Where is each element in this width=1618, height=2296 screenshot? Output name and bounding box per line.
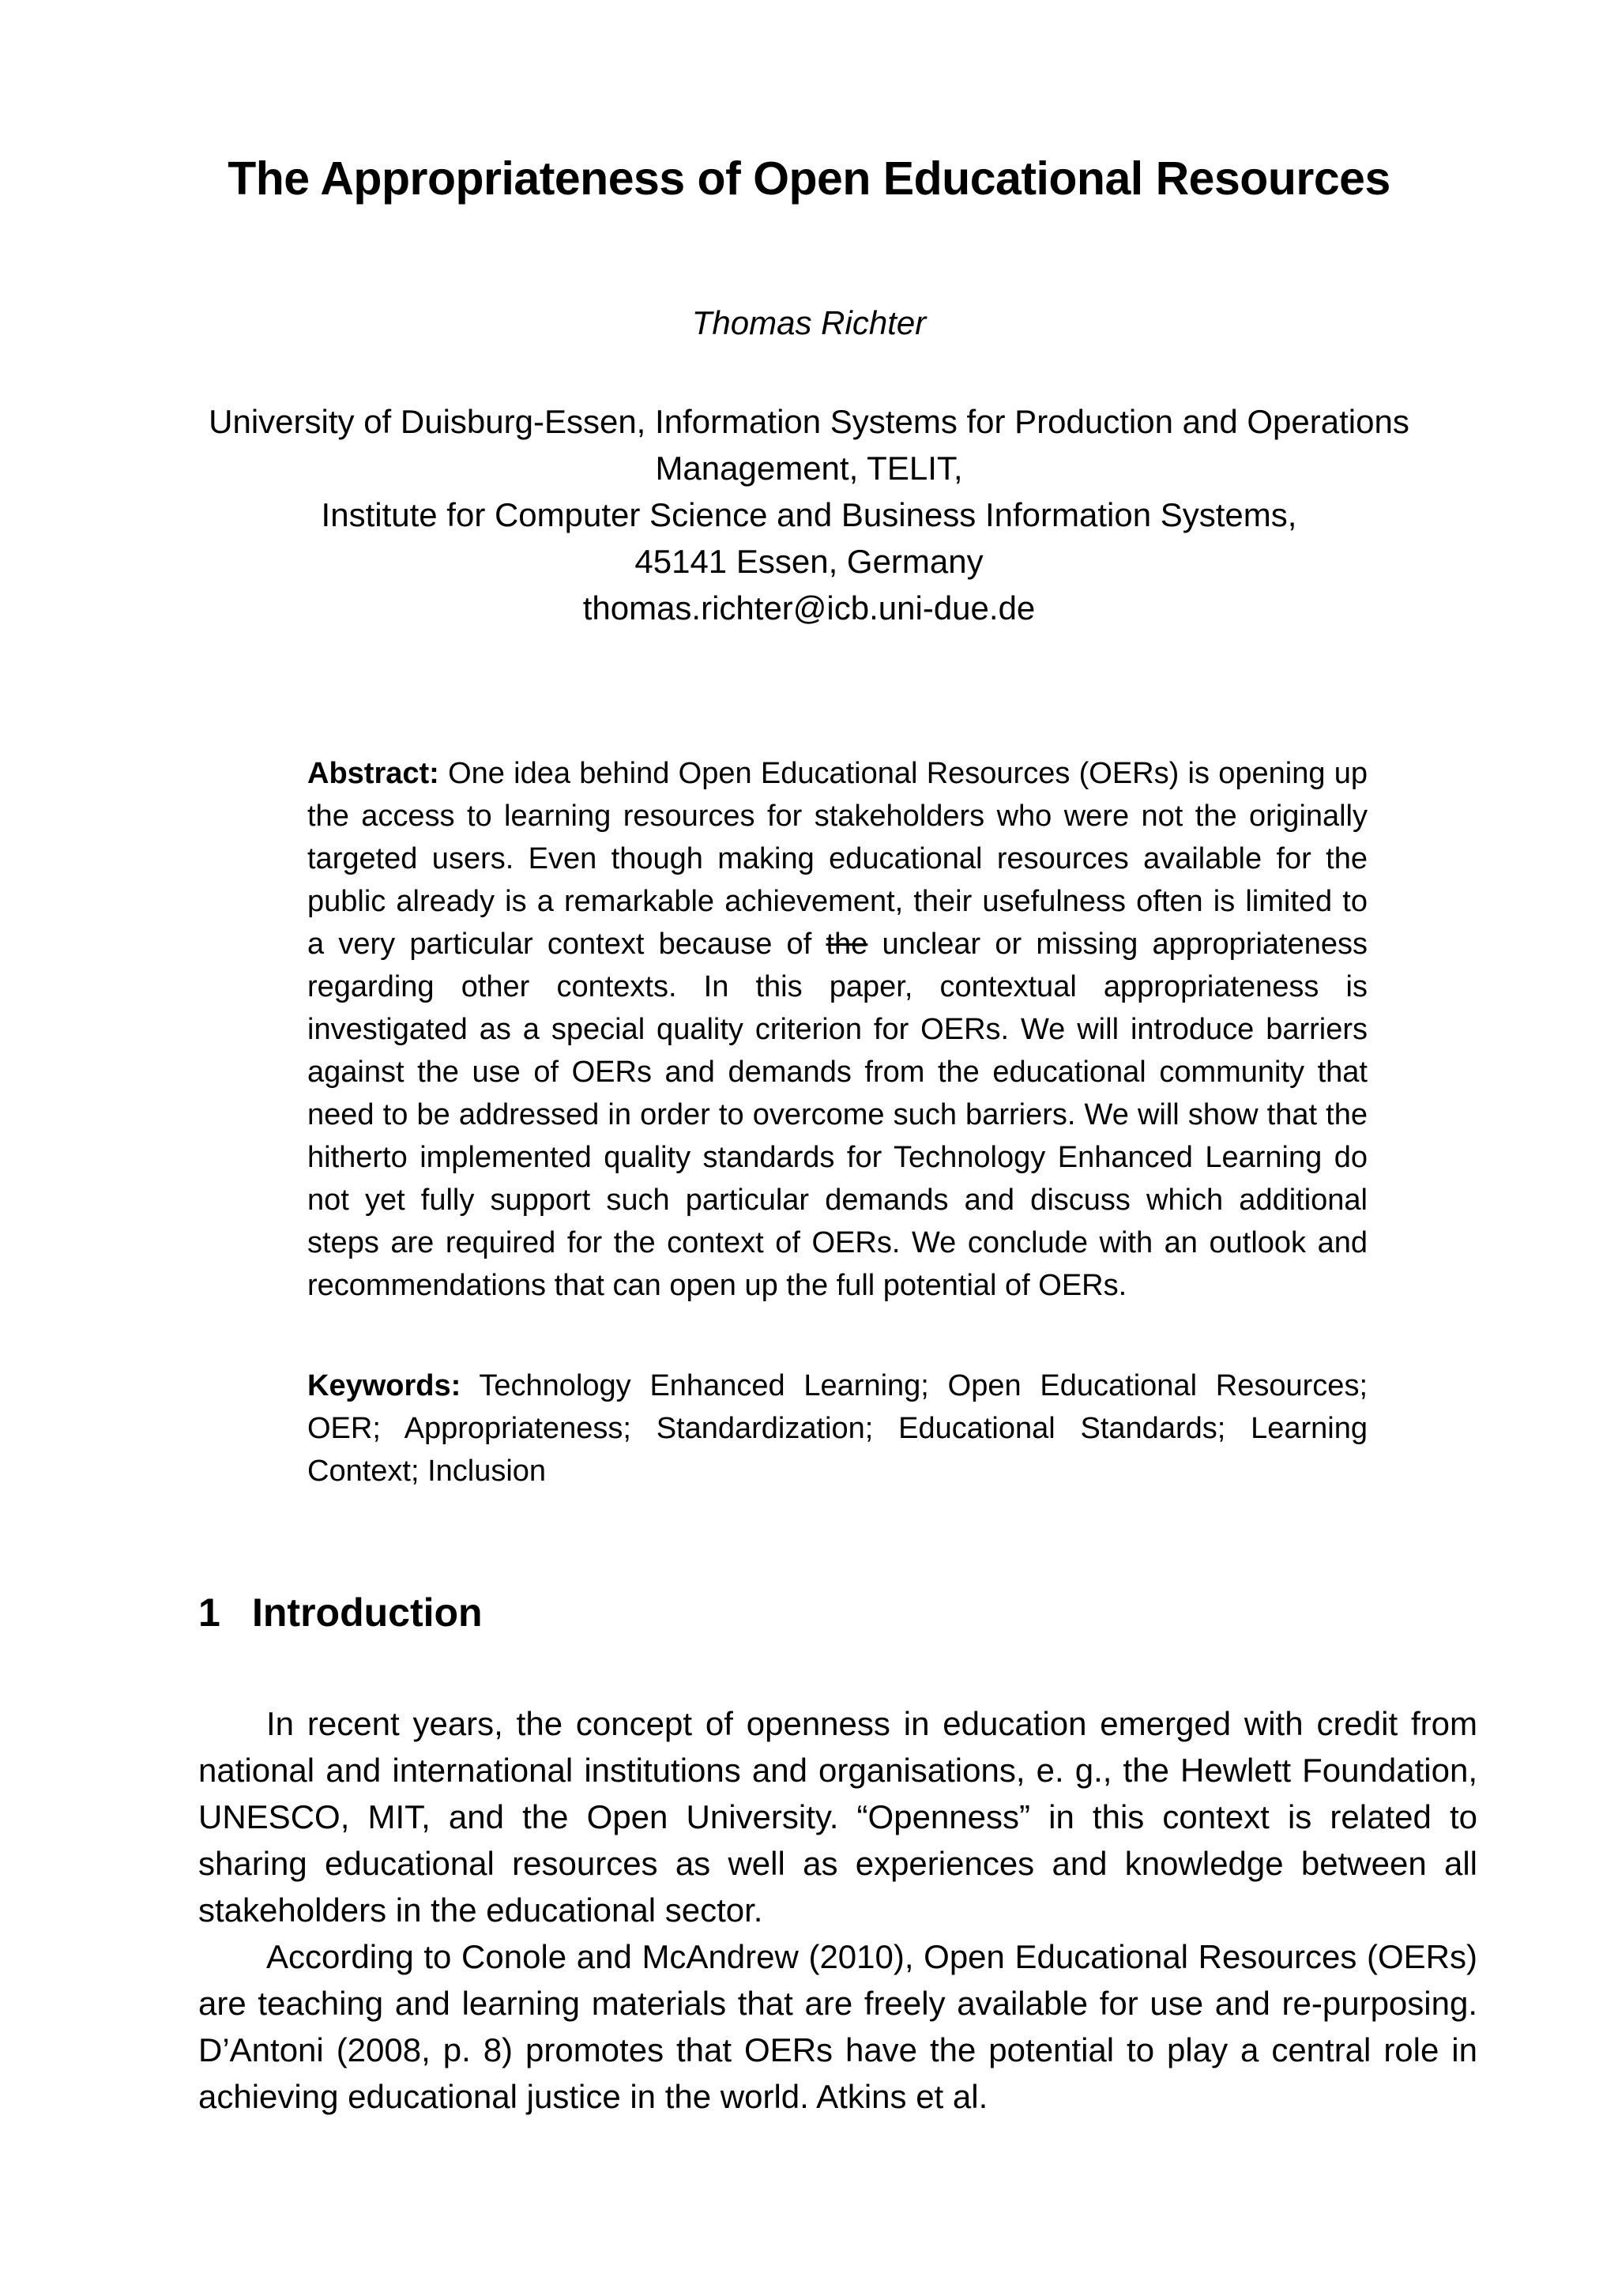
introduction-body [198, 1700, 1477, 2120]
abstract-text-part-2: unclear or missing appropriateness regarding other contexts. In this paper, contextual appropriateness is investigated as a special quality criterion for OERs. We will introduce barriers against the use of OERs and demands from the educational community that need to be addressed in order to overcome such barriers. We will show that the hitherto implemented quality standards for Technology Enhanced Learning do not yet fully support such particular demands and discuss which additional steps are required for the context of OERs. We conclude with an outlook and recommendations that can open up the full potential of OERs. [307, 928, 1368, 1302]
author-name: Thomas Richter [691, 304, 927, 341]
affiliation-line-1: University of Duisburg-Essen, Information Systems for Production and Operations [209, 403, 1409, 440]
affiliation-line-4: 45141 Essen, Germany [634, 543, 984, 580]
keywords-text: Technology Enhanced Learning; Open Educational Resources; OER; Appropriateness; Standardization; Educational Standards; Learning Context; Inclusion [307, 1369, 1368, 1488]
keywords [307, 1364, 1368, 1492]
affiliation-line-2: Management, TELIT, [655, 450, 963, 487]
section-heading-introduction [198, 1585, 483, 1640]
paper-title: The Appropriateness of Open Educational Resources [228, 152, 1390, 205]
author-email: thomas.richter@icb.uni-due.de [582, 589, 1036, 627]
body-paragraph-2: According to Conole and McAndrew (2010), Open Educational Resources (OERs) are teaching and learning materials that are freely available for use and re-purposing. D’Antoni (2008, p. 8) promotes that OERs have the potential to play a central role in achieving educational justice in the world. Atkins et al. [198, 1938, 1477, 2115]
abstract-struck-word: the [826, 928, 868, 961]
section-title: Introduction [252, 1590, 483, 1635]
section-number: 1 [198, 1590, 220, 1635]
body-paragraph-1: In recent years, the concept of openness in education emerged with credit from national and international institutions and organisations, e. g., the Hewlett Foundation, UNESCO, MIT, and the Open University. “Openness” in this context is related to sharing educational resources as well as experiences and knowledge between all stakeholders in the educational sector. [198, 1705, 1477, 1929]
abstract-text-part-1: One idea behind Open Educational Resources (OERs) is opening up the access to learning resources for stakeholders who were not the originally targeted users. Even though making educational resources available for the public already is a remarkable achievement, their usefulness often is limited to a very particular context because of [307, 757, 1368, 961]
affiliation-line-3: Institute for Computer Science and Business Information Systems, [321, 496, 1297, 533]
abstract-label: Abstract: [307, 757, 439, 790]
abstract [307, 752, 1368, 1307]
author-affiliation [158, 398, 1460, 631]
keywords-label: Keywords: [307, 1369, 461, 1402]
